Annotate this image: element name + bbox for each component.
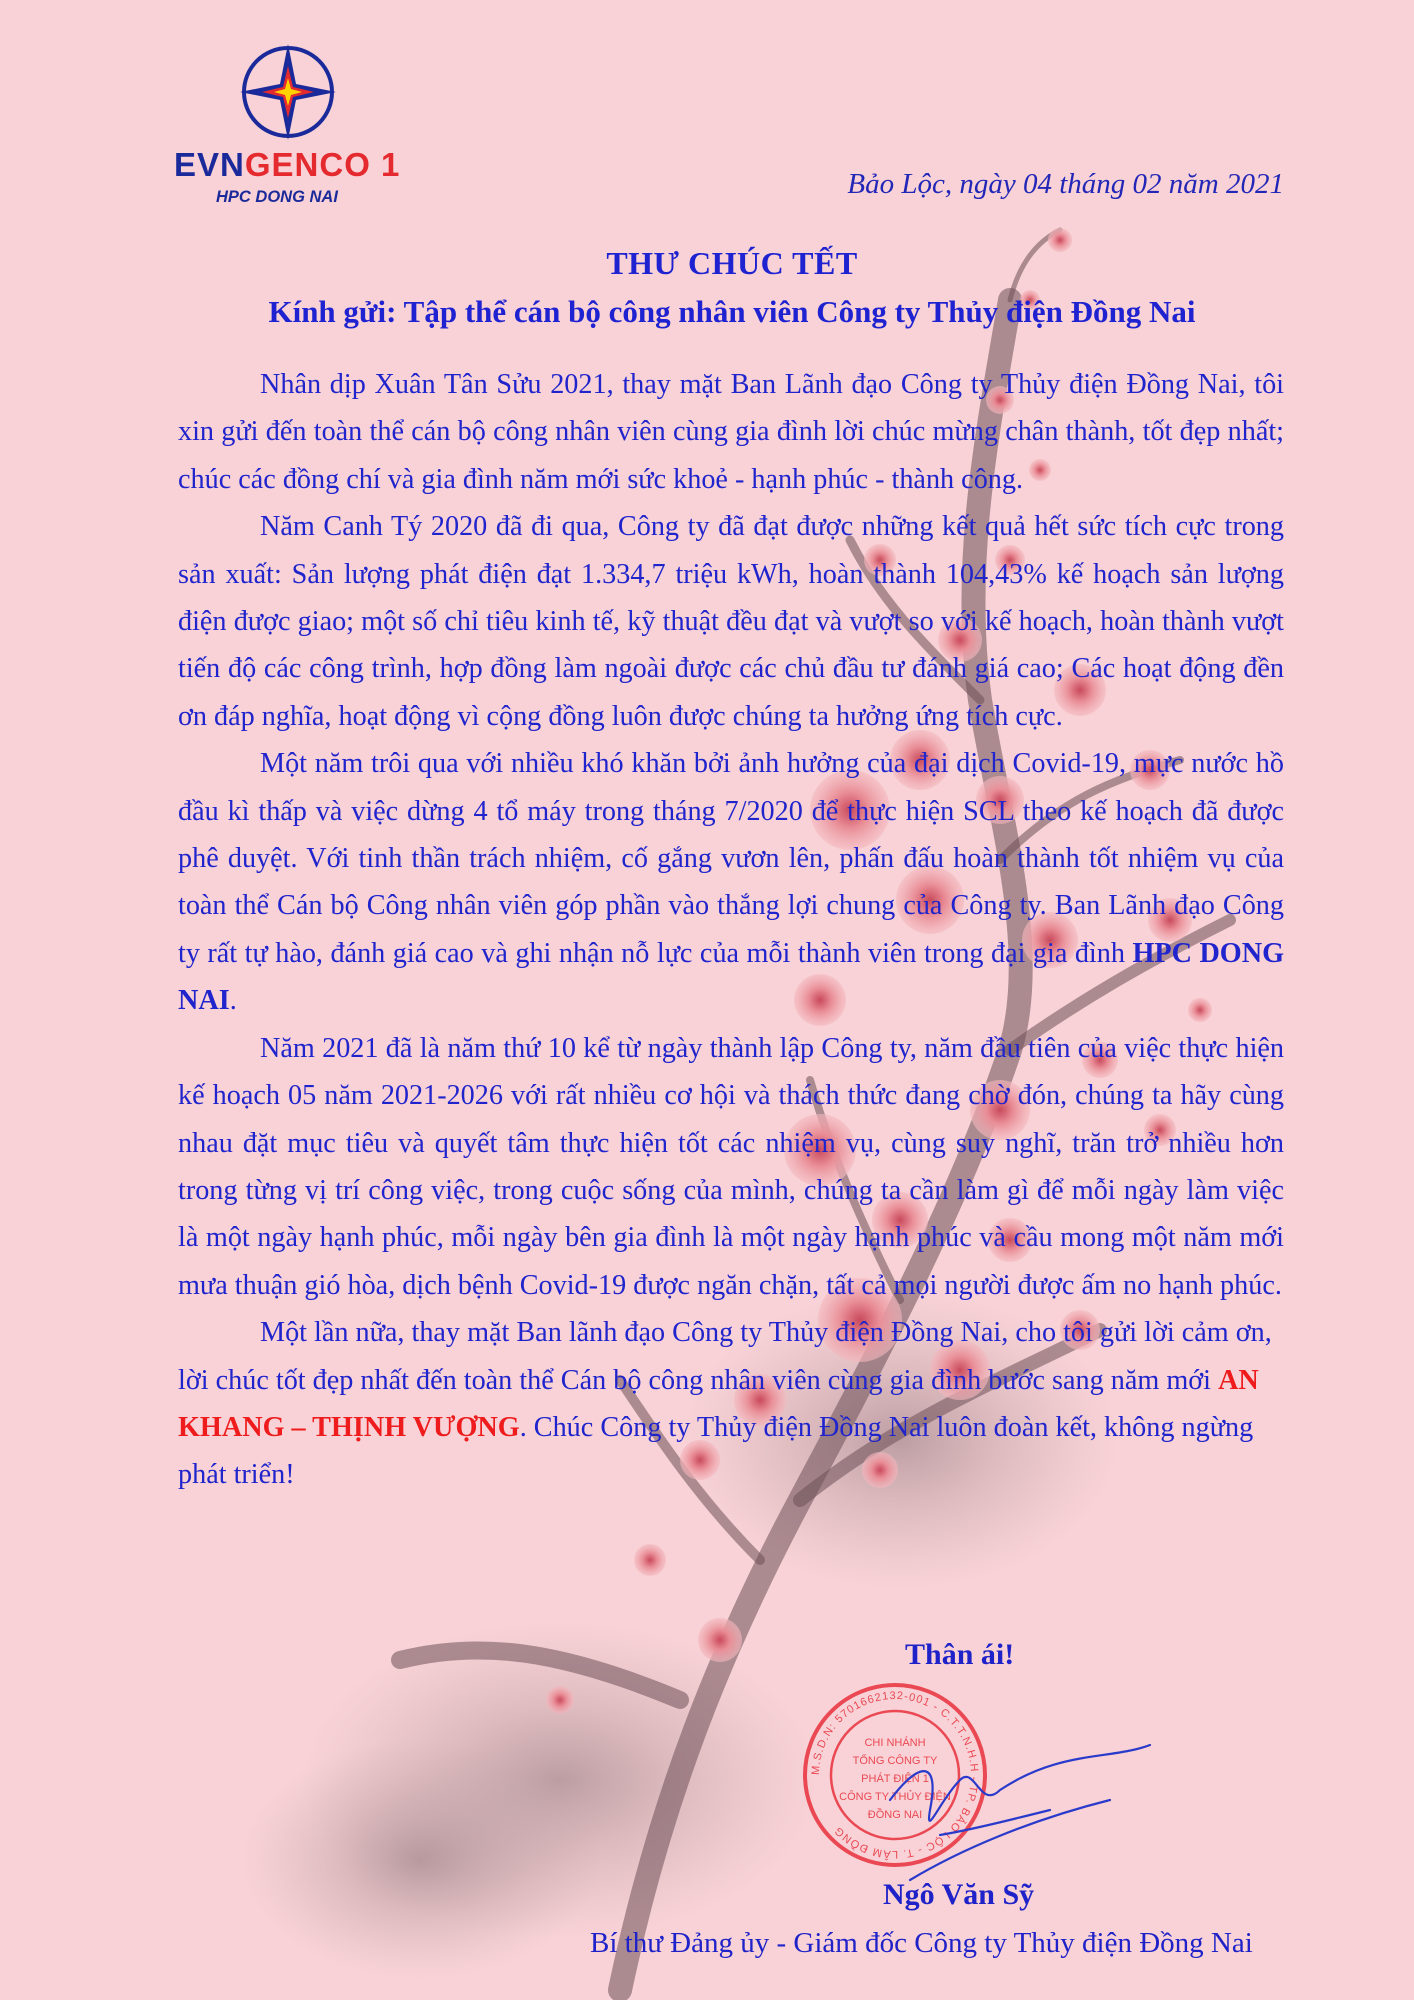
logo-brand-evn: EVN — [174, 146, 245, 183]
paragraph-1: Nhân dịp Xuân Tân Sửu 2021, thay mặt Ban Lãnh đạo Công ty Thủy điện Đồng Nai, tôi xin gửi đến toàn thể cán bộ công nhân viên cùng gia đình lời chúc mừng chân thành, tốt đẹp nhất; chúc các đồng chí và gia đình năm mới sức khoẻ - hạnh phúc - thành công. — [178, 369, 1284, 495]
closing-greeting: Thân ái! — [905, 1638, 1015, 1671]
stamp-line: PHÁT ĐIỆN 1 — [861, 1773, 929, 1785]
paragraph-2: Năm Canh Tý 2020 đã đi qua, Công ty đã đạt được những kết quả hết sức tích cực trong sản xuất: Sản lượng phát điện đạt 1.334,7 triệu kWh, hoàn thành 104,43% kế hoạch sản lượng điện được giao; một số chỉ tiêu kinh tế, kỹ thuật đều đạt và vượt so với kế hoạch, hoàn thành vượt tiến độ các công trình, hợp đồng làm ngoài được các chủ đầu tư đánh giá cao; Các hoạt động đền ơn đáp nghĩa, hoạt động vì cộng đồng luôn được chúng ta hưởng ứng tích cực. — [178, 511, 1284, 732]
letter-recipient: Kính gửi: Tập thể cán bộ công nhân viên Công ty Thủy điện Đồng Nai — [268, 294, 1196, 329]
date-line: Bảo Lộc, ngày 04 tháng 02 năm 2021 — [847, 168, 1284, 200]
paragraph-5 — [178, 1309, 1284, 1499]
signer-title: Bí thư Đảng ủy - Giám đốc Công ty Thủy điện Đồng Nai — [590, 1927, 1253, 1959]
signer-name: Ngô Văn Sỹ — [883, 1878, 1035, 1911]
stamp-outer-text: M.S.D.N: 5701662132-001 - C.T.T.N.H.H - TP. BẢO LỘC - T. LÂM ĐỒNG — [809, 1689, 981, 1861]
company-name-bold: HPC DONG NAI — [178, 937, 1285, 1017]
handwritten-signature — [880, 1740, 1160, 1890]
star-compass-icon — [238, 42, 338, 142]
paragraph-5-text: Một lần nữa, thay mặt Ban lãnh đạo Công ty Thủy điện Đồng Nai, cho tôi gửi lời cảm ơn, lời chúc tốt đẹp nhất đến toàn thể Cán bộ công nhân viên cùng gia đình bước sang năm mới — [178, 1317, 1272, 1396]
new-year-wish-highlight: AN KHANG – THỊNH VƯỢNG — [178, 1364, 1259, 1443]
letter-title: THƯ CHÚC TẾT — [606, 245, 858, 281]
evn-genco1-logo — [170, 42, 420, 212]
ink-wash-blot — [240, 1740, 600, 1980]
logo-brand-genco: GENCO 1 — [244, 146, 401, 183]
logo-subtitle: HPC DONG NAI — [216, 188, 338, 206]
stamp-line: CÔNG TY THỦY ĐIỆN — [839, 1791, 951, 1803]
paragraph-4: Năm 2021 đã là năm thứ 10 kể từ ngày thành lập Công ty, năm đầu tiên của việc thực hiện kế hoạch 05 năm 2021-2026 với rất nhiều cơ hội và thách thức đang chờ đón, chúng ta hãy cùng nhau đặt mục tiêu và quyết tâm thực hiện tốt các nhiệm vụ, cùng suy nghĩ, trăn trở nhiều hơn trong từng vị trí công việc, trong cuộc sống của mình, chúng ta cần làm gì để mỗi ngày làm việc là một ngày hạnh phúc, mỗi ngày bên gia đình là một ngày hạnh phúc và cầu mong một năm mới mưa thuận gió hòa, dịch bệnh Covid-19 được ngăn chặn, tất cả mọi người được ấm no hạnh phúc. — [178, 1032, 1284, 1301]
paragraph-3-end: . — [229, 985, 237, 1017]
stamp-line: CHI NHÁNH — [864, 1737, 926, 1749]
paragraph-3-text: Một năm trôi qua với nhiều khó khăn bởi ảnh hưởng của đại dịch Covid-19, mực nước hồ đầu kì thấp và việc dừng 4 tổ máy trong tháng 7/2020 để thực hiện SCL theo kế hoạch đã được phê duyệt. Với tinh thần trách nhiệm, cố gắng vươn lên, phấn đấu hoàn thành tốt nhiệm vụ của toàn thể Cán bộ Công nhân viên góp phần vào thắng lợi chung của Công ty. Ban Lãnh đạo Công ty rất tự hào, đánh giá cao và ghi nhận nỗ lực của mỗi thành viên trong đại gia đình — [178, 748, 1284, 969]
stamp-line: TỔNG CÔNG TY — [852, 1755, 938, 1767]
paragraph-3 — [178, 740, 1284, 1024]
stamp-line: ĐỒNG NAI — [867, 1809, 923, 1821]
logo-wordmark — [174, 146, 400, 184]
letter-body — [178, 361, 1284, 1499]
paragraph-5-end: . Chúc Công ty Thủy điện Đồng Nai luôn đoàn kết, không ngừng phát triển! — [178, 1411, 1254, 1491]
